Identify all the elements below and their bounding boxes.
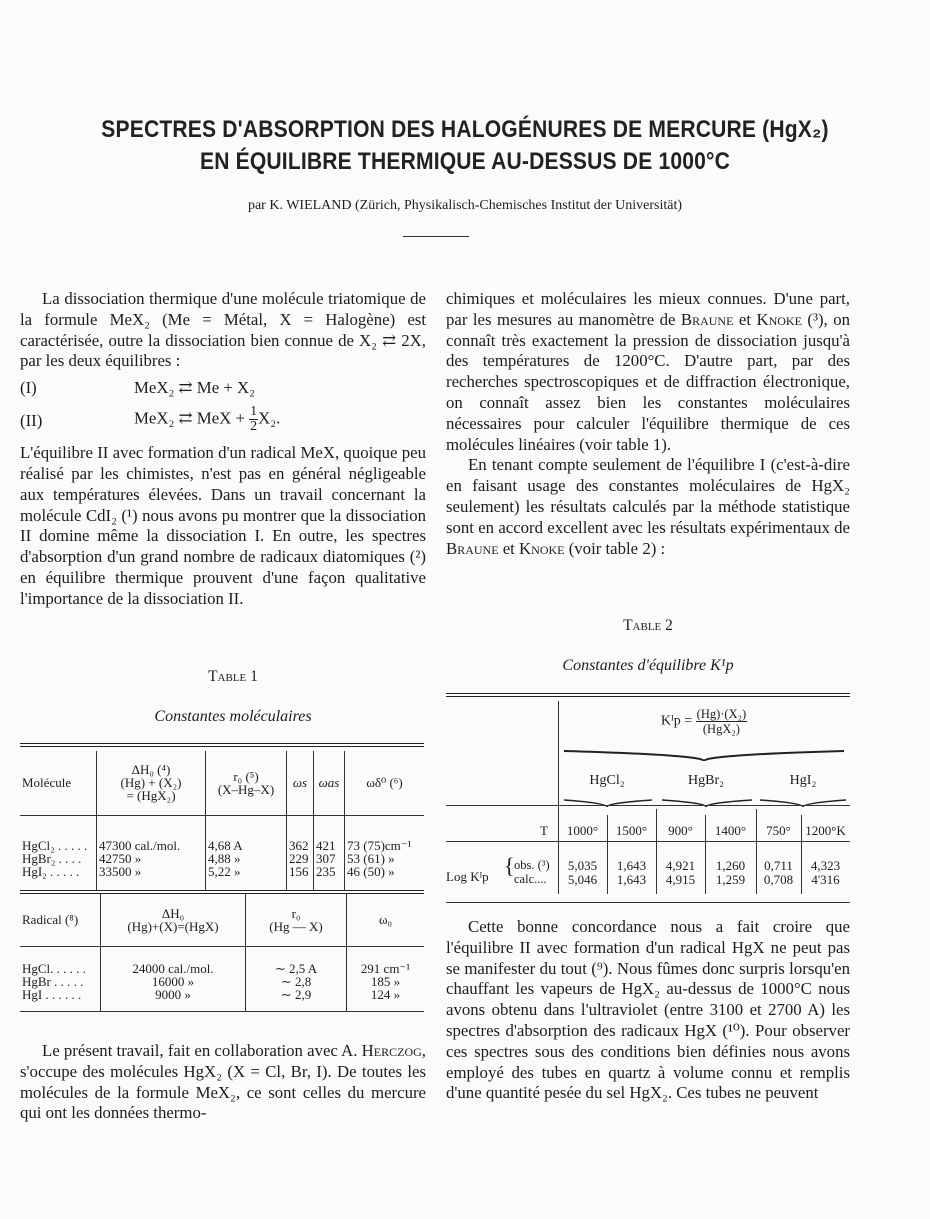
table1-part1 [20, 751, 424, 890]
paragraph-concordance: Cette bonne concordance nous a fait croire que l'équilibre II avec formation d'un radical HgX ne peut pas se manifester du tout (⁹). Nous fûmes donc surpris lorsqu'en chauffant les vapeurs de HgX₂ au-dessus de 1000°C nous avons obtenu dans l'ultraviolet (entre 3100 et 2700 A) les spectres d'absorption des radicaux HgX (¹⁰). Pour observer ces spectres sous des conditions bien définies nous avons employé des tubes en quartz à volume connu et remplis d'une quantité pesée du sel HgX₂. Ces tubes ne peuvent [446, 917, 850, 1103]
table2-temperature: 1400° [714, 823, 747, 838]
title-rule [403, 236, 469, 237]
table1-header-r02: r₀ (Hg — X) [246, 894, 347, 946]
title-line-2: EN ÉQUILIBRE THERMIQUE AU-DESSUS DE 1000°C [199, 148, 731, 175]
table2-group-hgi2: HgI₂ [789, 773, 817, 788]
table2-obs-value: 5,035 [567, 858, 598, 873]
equation-2-rhs: X₂. [258, 408, 281, 428]
table1-row: HgI₂ . . . . . 33500 » 5,22 » 156 235 46 (50) » [20, 865, 424, 878]
equation-2-lhs: MeX₂ ⇄ MeX + [134, 408, 250, 428]
byline: par K. WIELAND (Zürich, Physikalisch-Chemisches Institut der Universität) [247, 198, 683, 213]
equation-1-label: (I) [20, 378, 37, 398]
table1-header-w0: ω₀ [347, 894, 425, 946]
right-column [446, 289, 850, 559]
table1-part2 [20, 894, 424, 1011]
table2-temperature: 1000° [566, 823, 599, 838]
table2-calc-value: 5,046 [567, 872, 598, 887]
table2-brace-groups [558, 797, 850, 809]
table1-row2: HgCl. . . . . . 24000 cal./mol. ∼ 2,5 A 291 cm⁻¹ [20, 962, 424, 975]
table1-header-dh2: ΔH₀ (Hg)+(X)=(HgX) [101, 894, 246, 946]
table2-t-label: T [540, 823, 548, 838]
paragraph-thermo-data: chimiques et moléculaires les mieux connues. D'une part, par les mesures au manomètre de Braune et Knoke (³), on connaît très exactement la pression de dissociation jusqu'à des températures de 1200°C. D'autre part, par des recherches spectroscopiques et de diffraction électronique, on connaît assez bien les constantes moléculaires nécessaires pour calculer l'équilibre thermique de ces molécules linéaires (voir table 1). [446, 289, 850, 454]
table2 [446, 693, 850, 903]
table2-group-hgbr2: HgBr₂ [688, 773, 724, 788]
table1-row2: HgI . . . . . . 9000 » ∼ 2,9 124 » [20, 988, 424, 1001]
table2-calc-value: 4'316 [811, 872, 840, 887]
right-column-bottom [446, 917, 850, 1104]
equation-2 [20, 405, 426, 441]
table1 [20, 743, 424, 1012]
left-column-bottom [20, 1041, 426, 1124]
equation-2-fraction: $\frac{1}{2}$ [250, 404, 258, 435]
equation-1-body: MeX₂ ⇄ Me + X₂ [134, 378, 255, 398]
paragraph-intro: La dissociation thermique d'une molécule triatomique de la formule MeX₂ (Me = Métal, X = Halogène) est caractérisée, outre la dissociation bien connue de X₂ ⇄ 2X, par les deux équilibres : [20, 289, 426, 371]
table2-calc-value: 4,915 [665, 872, 696, 887]
table2-obs-value: 0,711 [764, 858, 793, 873]
table2-row-brace: { [504, 853, 515, 878]
table2-calc-value: 0,708 [763, 872, 794, 887]
left-column [20, 289, 426, 610]
table2-heading: Table 2 [623, 617, 673, 634]
table2-temperature: 900° [668, 823, 693, 838]
table1-header-r0: r₀ (⁵) (X–Hg–X) [206, 751, 287, 815]
table2-obs-value: 4,921 [665, 858, 696, 873]
table2-obs-value: 4,323 [810, 858, 841, 873]
table2-temperature: 1500° [615, 823, 648, 838]
table1-header-wd: ωδ⁰ (⁶) [345, 751, 425, 815]
table2-group-hgcl2: HgCl₂ [589, 773, 625, 788]
table2-calc-label: calc.... [514, 872, 547, 886]
table1-row2: HgBr . . . . . 16000 » ∼ 2,8 185 » [20, 975, 424, 988]
table1-row: HgCl₂ . . . . . 47300 cal./mol. 4,68 A 362 421 73 (75)cm⁻¹ [20, 839, 424, 852]
title-line-1: SPECTRES D'ABSORPTION DES HALOGÉNURES DE MERCURE (HgX₂) [101, 116, 829, 143]
paragraph-present-work: Le présent travail, fait en collaboration avec A. Herczog, s'occupe des molécules HgX₂ (X = Cl, Br, I). De toutes les molécules de la formule MeX₂, ce sont celles du mercure qui ont les données thermo- [20, 1041, 426, 1123]
table1-header-molecule: Molécule [22, 775, 72, 791]
table2-obs-value: 1,260 [715, 858, 746, 873]
table2-calc-value: 1,259 [715, 872, 746, 887]
table2-temperature: 750° [766, 823, 791, 838]
table2-row-label: Log Kᴵp [446, 869, 489, 884]
table1-header-was: ωas [314, 751, 345, 815]
table2-obs-value: 1,643 [616, 858, 647, 873]
table2-brace-main [558, 747, 850, 765]
table1-header-dh: ΔH₀ (⁴) (Hg) + (X₂) = (HgX₂) [97, 751, 206, 815]
table1-caption: Constantes moléculaires [154, 708, 312, 725]
paragraph-equilibrium-i: En tenant compte seulement de l'équilibre I (c'est-à-dire en faisant usage des constantes moléculaires de HgX₂ seulement) les résultats calculés par la méthode statistique sont en accord excellent avec les résultats expérimentaux de Braune et Knoke (voir table 2) : [446, 455, 850, 558]
equation-1 [20, 378, 426, 405]
paragraph-equilibrium-ii: L'équilibre II avec formation d'un radical MeX, quoique peu réalisé par les chimistes, n'est pas en général négligeable aux températures élevées. Dans un travail concernant la molécule CdI₂ (¹) nous avons pu montrer que la dissociation II domine même la dissociation I. En outre, les spectres d'absorption d'un grand nombre de radicaux diatomiques (²) en équilibre thermique prouvent d'une façon qualitative l'importance de la dissociation II. [20, 443, 426, 608]
table2-caption: Constantes d'équilibre K¹p [562, 657, 734, 674]
table1-header-ws: ωs [287, 751, 314, 815]
table2-calc-value: 1,643 [616, 872, 647, 887]
table1-row: HgBr₂ . . . . 42750 » 4,88 » 229 307 53 (61) » [20, 852, 424, 865]
table1-heading: Table 1 [208, 668, 258, 685]
table2-obs-label: obs. (³) [514, 858, 550, 872]
table2-temperature: 1200°K [805, 823, 846, 838]
table2-formula: Kᴵp = $\frac{\text{(Hg)·(X₂)}}{\text{(HgX₂)}}$ [660, 707, 747, 736]
table1-header-radical: Radical (⁸) [22, 912, 79, 928]
equation-2-label: (II) [20, 411, 43, 431]
